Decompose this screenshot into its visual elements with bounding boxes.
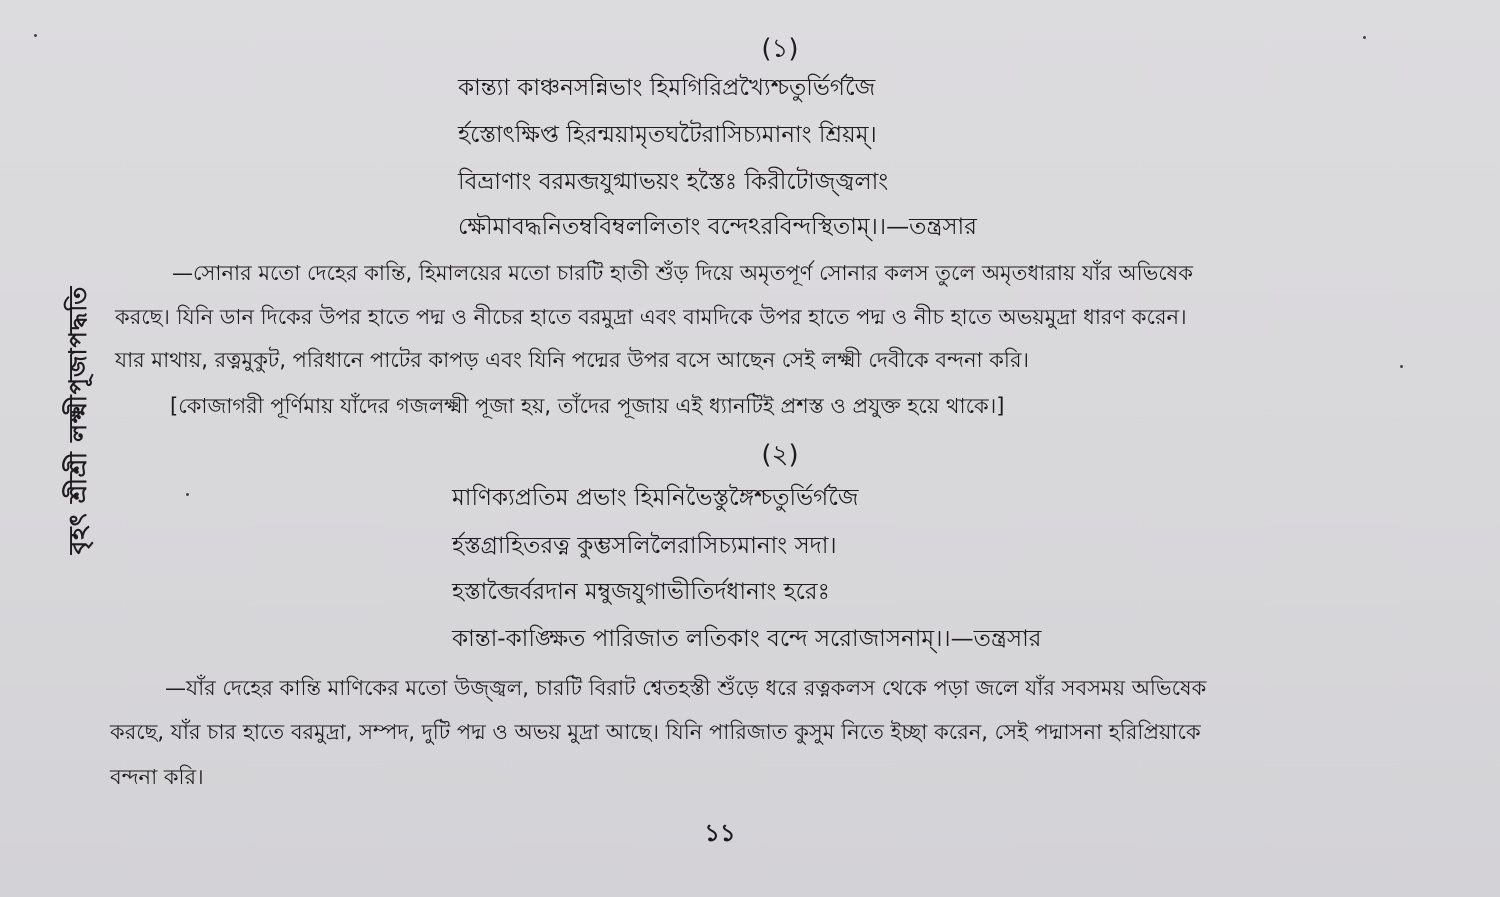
section-1-translation-line-3: যার মাথায়, রত্নমুকুট, পরিধানে পাটের কাপড় এবং যিনি পদ্মের উপর বসে আছেন সেই লক্ষ্মী দেবীকে বন্দনা করি। xyxy=(115,348,1030,372)
section-2-verse-line-3: হস্তাব্জৈর্বরদান মম্বুজযুগাভীতির্দধানাং হরেঃ xyxy=(452,579,830,605)
section-2-translation-line-1: —যাঁর দেহের কান্তি মাণিকের মতো উজ্জ্বল, চারটি বিরাট শ্বেতহস্তী শুঁড়ে ধরে রত্নকলস থেকে পড়া জলে যাঁর সবসময় অভিষেক xyxy=(165,676,1207,700)
section-2-number: (২) xyxy=(761,440,799,470)
page-number: ১১ xyxy=(704,819,736,847)
section-2-verse-line-1: মাণিক্যপ্রতিম প্রভাং হিমনিভৈস্তুঙ্গৈশ্চতুর্ভির্গজৈ xyxy=(452,485,859,511)
dust-speck xyxy=(1400,365,1403,368)
section-1-translation-line-2: করছে। যিনি ডান দিকের উপর হাতে পদ্ম ও নীচের হাতে বরমুদ্রা এবং বামদিকে উপর হাতে পদ্ম ও নীচ হাতে অভয়মুদ্রা ধারণ করেন। xyxy=(115,305,1187,329)
section-1-verse-line-1: কান্ত্যা কাঞ্চনসন্নিভাং হিমগিরিপ্রখ্যৈশ্চতুর্ভির্গজৈ xyxy=(458,75,876,101)
section-2-verse-line-4: কান্তা-কাঙ্ক্ষিত পারিজাত লতিকাং বন্দে সরোজাসনাম্।।—তন্ত্রসার xyxy=(452,626,1042,652)
dust-speck xyxy=(186,493,189,496)
dust-speck xyxy=(34,34,37,37)
section-1-note: [কোজাগরী পূর্ণিমায় যাঁদের গজলক্ষ্মী পূজা হয়, তাঁদের পূজায় এই ধ্যানটিই প্রশস্ত ও প্রযুক্ত হয়ে থাকে।] xyxy=(170,394,1005,418)
section-2-translation-line-2: করছে, যাঁর চার হাতে বরমুদ্রা, সম্পদ, দুটি পদ্ম ও অভয় মুদ্রা আছে। যিনি পারিজাত কুসুম নিতে ইচ্ছা করেন, সেই পদ্মাসনা হরিপ্রিয়াকে xyxy=(110,720,1201,744)
running-side-title: বৃহৎ শ্রীশ্রী লক্ষ্মীপূজাপদ্ধতি xyxy=(64,285,92,555)
section-1-verse-line-2: র্হস্তোৎক্ষিপ্ত হিরন্ময়ামৃতঘটৈরাসিচ্যমানাং শ্রিয়ম্। xyxy=(458,122,877,148)
section-2-verse-line-2: র্হস্তগ্রাহিতরত্ন কুম্ভসলিলৈরাসিচ্যমানাং সদা। xyxy=(452,533,837,559)
section-1-translation-line-1: —সোনার মতো দেহের কান্তি, হিমালয়ের মতো চারটি হাতী শুঁড় দিয়ে অমৃতপূর্ণ সোনার কলস তুলে অমৃতধারায় যাঁর অভিষেক xyxy=(172,261,1193,285)
section-2-translation-line-3: বন্দনা করি। xyxy=(110,765,204,789)
section-1-number: (১) xyxy=(761,34,799,64)
section-1-verse-line-4: ক্ষৌমাবদ্ধনিতম্ববিম্বললিতাং বন্দেঽরবিন্দস্থিতাম্।।—তন্ত্রসার xyxy=(458,214,977,240)
section-1-verse-line-3: বিভ্রাণাং বরমব্জযুগ্মাভয়ং হস্তৈঃ কিরীটোজ্জ্বলাং xyxy=(458,169,889,195)
dust-speck xyxy=(1363,36,1366,39)
